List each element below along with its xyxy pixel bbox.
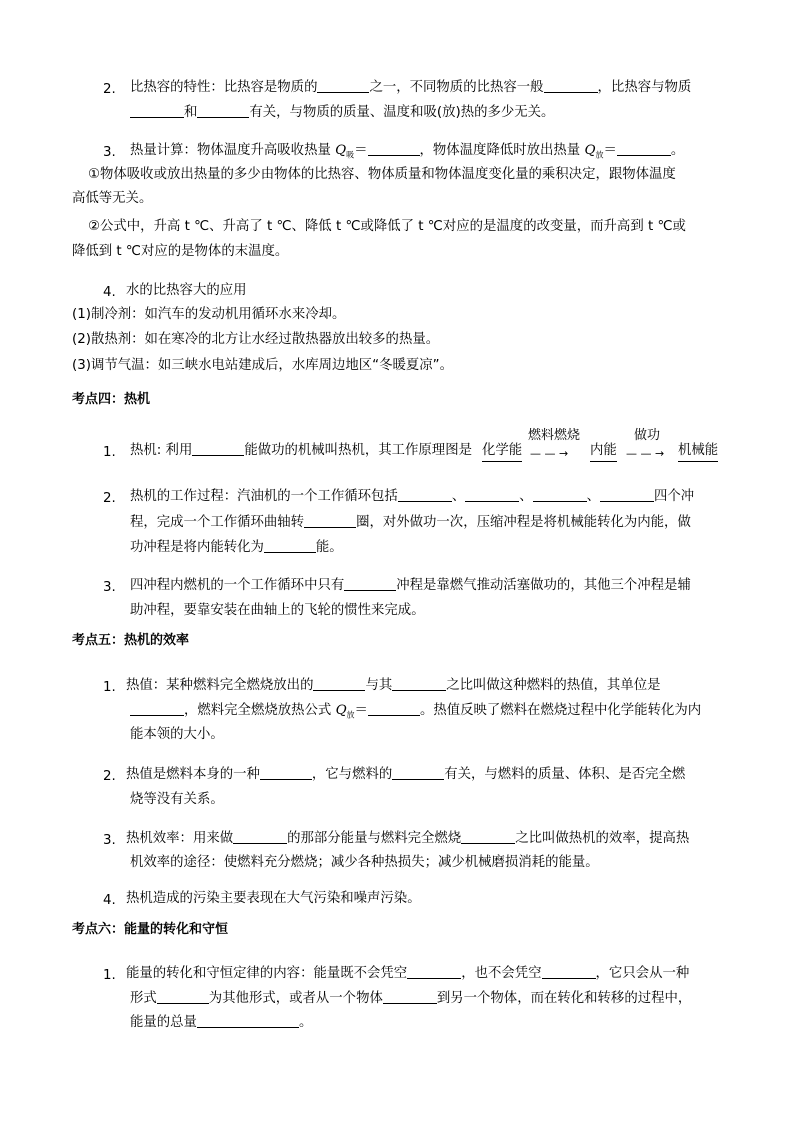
energy-internal: 内能	[590, 441, 617, 462]
blank[interactable]	[317, 78, 369, 93]
blank[interactable]	[344, 576, 396, 591]
blank[interactable]	[383, 989, 437, 1004]
section-5-title: 考点五：热机的效率	[72, 633, 190, 648]
sec5-p3-number: 3.	[103, 833, 116, 848]
sec5-p3-line-1: 热机效率：用来做 的那部分能量与燃料完全燃烧 之比叫做热机的效率，提高热	[126, 831, 690, 846]
sec5-p4-number: 4.	[103, 893, 116, 908]
sec5-p2-number: 2.	[103, 769, 116, 784]
blank[interactable]	[533, 487, 587, 502]
energy-mechanical: 机械能	[678, 441, 718, 462]
blank[interactable]	[542, 964, 596, 979]
blank[interactable]	[130, 103, 184, 118]
energy-chemical: 化学能	[482, 441, 522, 462]
blank[interactable]	[368, 701, 420, 716]
sec4-p2-number: 2.	[103, 491, 116, 506]
blank[interactable]	[407, 964, 461, 979]
sec4-p3-line-1: 四冲程内燃机的一个工作循环中只有 冲程是靠燃气推动活塞做功的，其他三个冲程是辅	[130, 578, 691, 593]
note-1-line-2: 高低等无关。	[72, 191, 153, 206]
sec4-p2-line-1: 热机的工作过程：汽油机的一个工作循环包括 、 、 、 四个冲	[130, 489, 695, 504]
item-2-number: 2.	[103, 82, 116, 97]
arrow-2: — — →	[626, 447, 665, 460]
sec4-p3-number: 3.	[103, 580, 116, 595]
item-4-title: 水的比热容大的应用	[126, 283, 247, 298]
blank[interactable]	[197, 103, 249, 118]
item-3-line: 热量计算：物体温度升高吸收热量 $Q_吸=$ ，物体温度降低时放出热量 $Q_放=$ 。	[130, 143, 685, 160]
item-4-number: 4.	[103, 285, 116, 300]
arrow-1: — — →	[530, 447, 569, 460]
blank[interactable]	[304, 513, 356, 528]
blank[interactable]	[192, 441, 244, 456]
sec5-p4-line-1: 热机造成的污染主要表现在大气污染和噪声污染。	[126, 891, 421, 906]
sec5-p3-line-2: 机效率的途径：使燃料充分燃烧；减少各种热损失；减少机械磨损消耗的能量。	[130, 855, 599, 870]
blank[interactable]	[368, 141, 420, 156]
sec6-p1-line-3: 能量的总量 。	[130, 1015, 313, 1030]
blank[interactable]	[392, 765, 444, 780]
sec6-p1-number: 1.	[103, 968, 116, 983]
blank[interactable]	[398, 487, 452, 502]
sec5-p1-line-2: ，燃料完全燃烧放热公式 $Q_放=$ 。热值反映了燃料在燃烧过程中化学能转化为内	[130, 701, 701, 726]
sec4-p1-number: 1.	[103, 445, 116, 460]
sec5-p2-line-2: 烧等没有关系。	[130, 792, 224, 807]
sec4-p2-line-3: 功冲程是将内能转化为 能。	[130, 540, 343, 555]
blank[interactable]	[392, 676, 446, 691]
blank[interactable]	[465, 487, 519, 502]
sec4-p2-line-2: 程，完成一个工作循环曲轴转 圈，对外做功一次，压缩冲程是将机械能转化为内能，做	[130, 515, 691, 530]
blank[interactable]	[544, 78, 598, 93]
sec5-p2-line-1: 热值是燃料本身的一种 ，它与燃料的 有关，与燃料的质量、体积、是否完全燃	[126, 767, 686, 782]
sec4-p1-line: 热机: 利用 能做功的机械叫热机，其工作原理图是	[130, 443, 472, 458]
blank[interactable]	[233, 829, 287, 844]
blank[interactable]	[600, 487, 654, 502]
note-1-line-1: ①物体吸收或放出热量的多少由物体的比热容、物体质量和物体温度变化量的乘积决定，跟物体温度	[88, 167, 676, 182]
item-4-sub-3: (3)调节气温：如三峡水电站建成后，水库周边地区“冬暖夏凉”。	[72, 358, 453, 373]
sec5-p1-line-1: 热值：某种燃料完全燃烧放出的 与其 之比叫做这种燃料的热值，其单位是	[126, 678, 661, 693]
blank[interactable]	[260, 765, 312, 780]
blank[interactable]	[157, 989, 209, 1004]
sec4-p3-line-2: 助冲程，要靠安装在曲轴上的飞轮的惯性来完成。	[130, 603, 425, 618]
arrow-1-label: 燃料燃烧	[528, 428, 581, 443]
blank[interactable]	[461, 829, 515, 844]
sec6-p1-line-2: 形式 为其他形式，或者从一个物体 到另一个物体，而在转化和转移的过程中，	[130, 991, 692, 1006]
blank[interactable]	[264, 538, 316, 553]
note-2-line-2: 降低到 t ℃对应的是物体的末温度。	[72, 244, 289, 259]
blank[interactable]	[130, 701, 184, 716]
blank[interactable]	[313, 676, 365, 691]
item-2-line-2: 和 有关，与物质的质量、温度和吸(放)热的多少无关。	[130, 103, 554, 123]
note-2-line-1: ②公式中，升高 t ℃、升高了 t ℃、降低 t ℃或降低了 t ℃对应的是温度的改变量，而升高到 t ℃或	[88, 219, 686, 234]
sec5-p1-number: 1.	[103, 680, 116, 695]
blank[interactable]	[617, 141, 671, 156]
sec6-p1-line-1: 能量的转化和守恒定律的内容：能量既不会凭空 ，也不会凭空 ，它只会从一种	[126, 966, 690, 981]
arrow-2-label: 做功	[634, 428, 661, 443]
section-6-title: 考点六：能量的转化和守恒	[72, 922, 229, 937]
sec5-p1-line-3: 能本领的大小。	[130, 727, 224, 742]
item-3-number: 3.	[103, 145, 116, 160]
item-2-line-1: 比热容的特性：比热容是物质的 之一，不同物质的比热容一般 ，比热容与物质	[130, 80, 692, 95]
section-4-title: 考点四：热机	[72, 392, 151, 407]
blank[interactable]	[197, 1013, 299, 1028]
item-4-sub-1: (1)制冷剂：如汽车的发动机用循环水来冷却。	[72, 307, 346, 322]
item-4-sub-2: (2)散热剂：如在寒冷的北方让水经过散热器放出较多的热量。	[72, 332, 440, 347]
